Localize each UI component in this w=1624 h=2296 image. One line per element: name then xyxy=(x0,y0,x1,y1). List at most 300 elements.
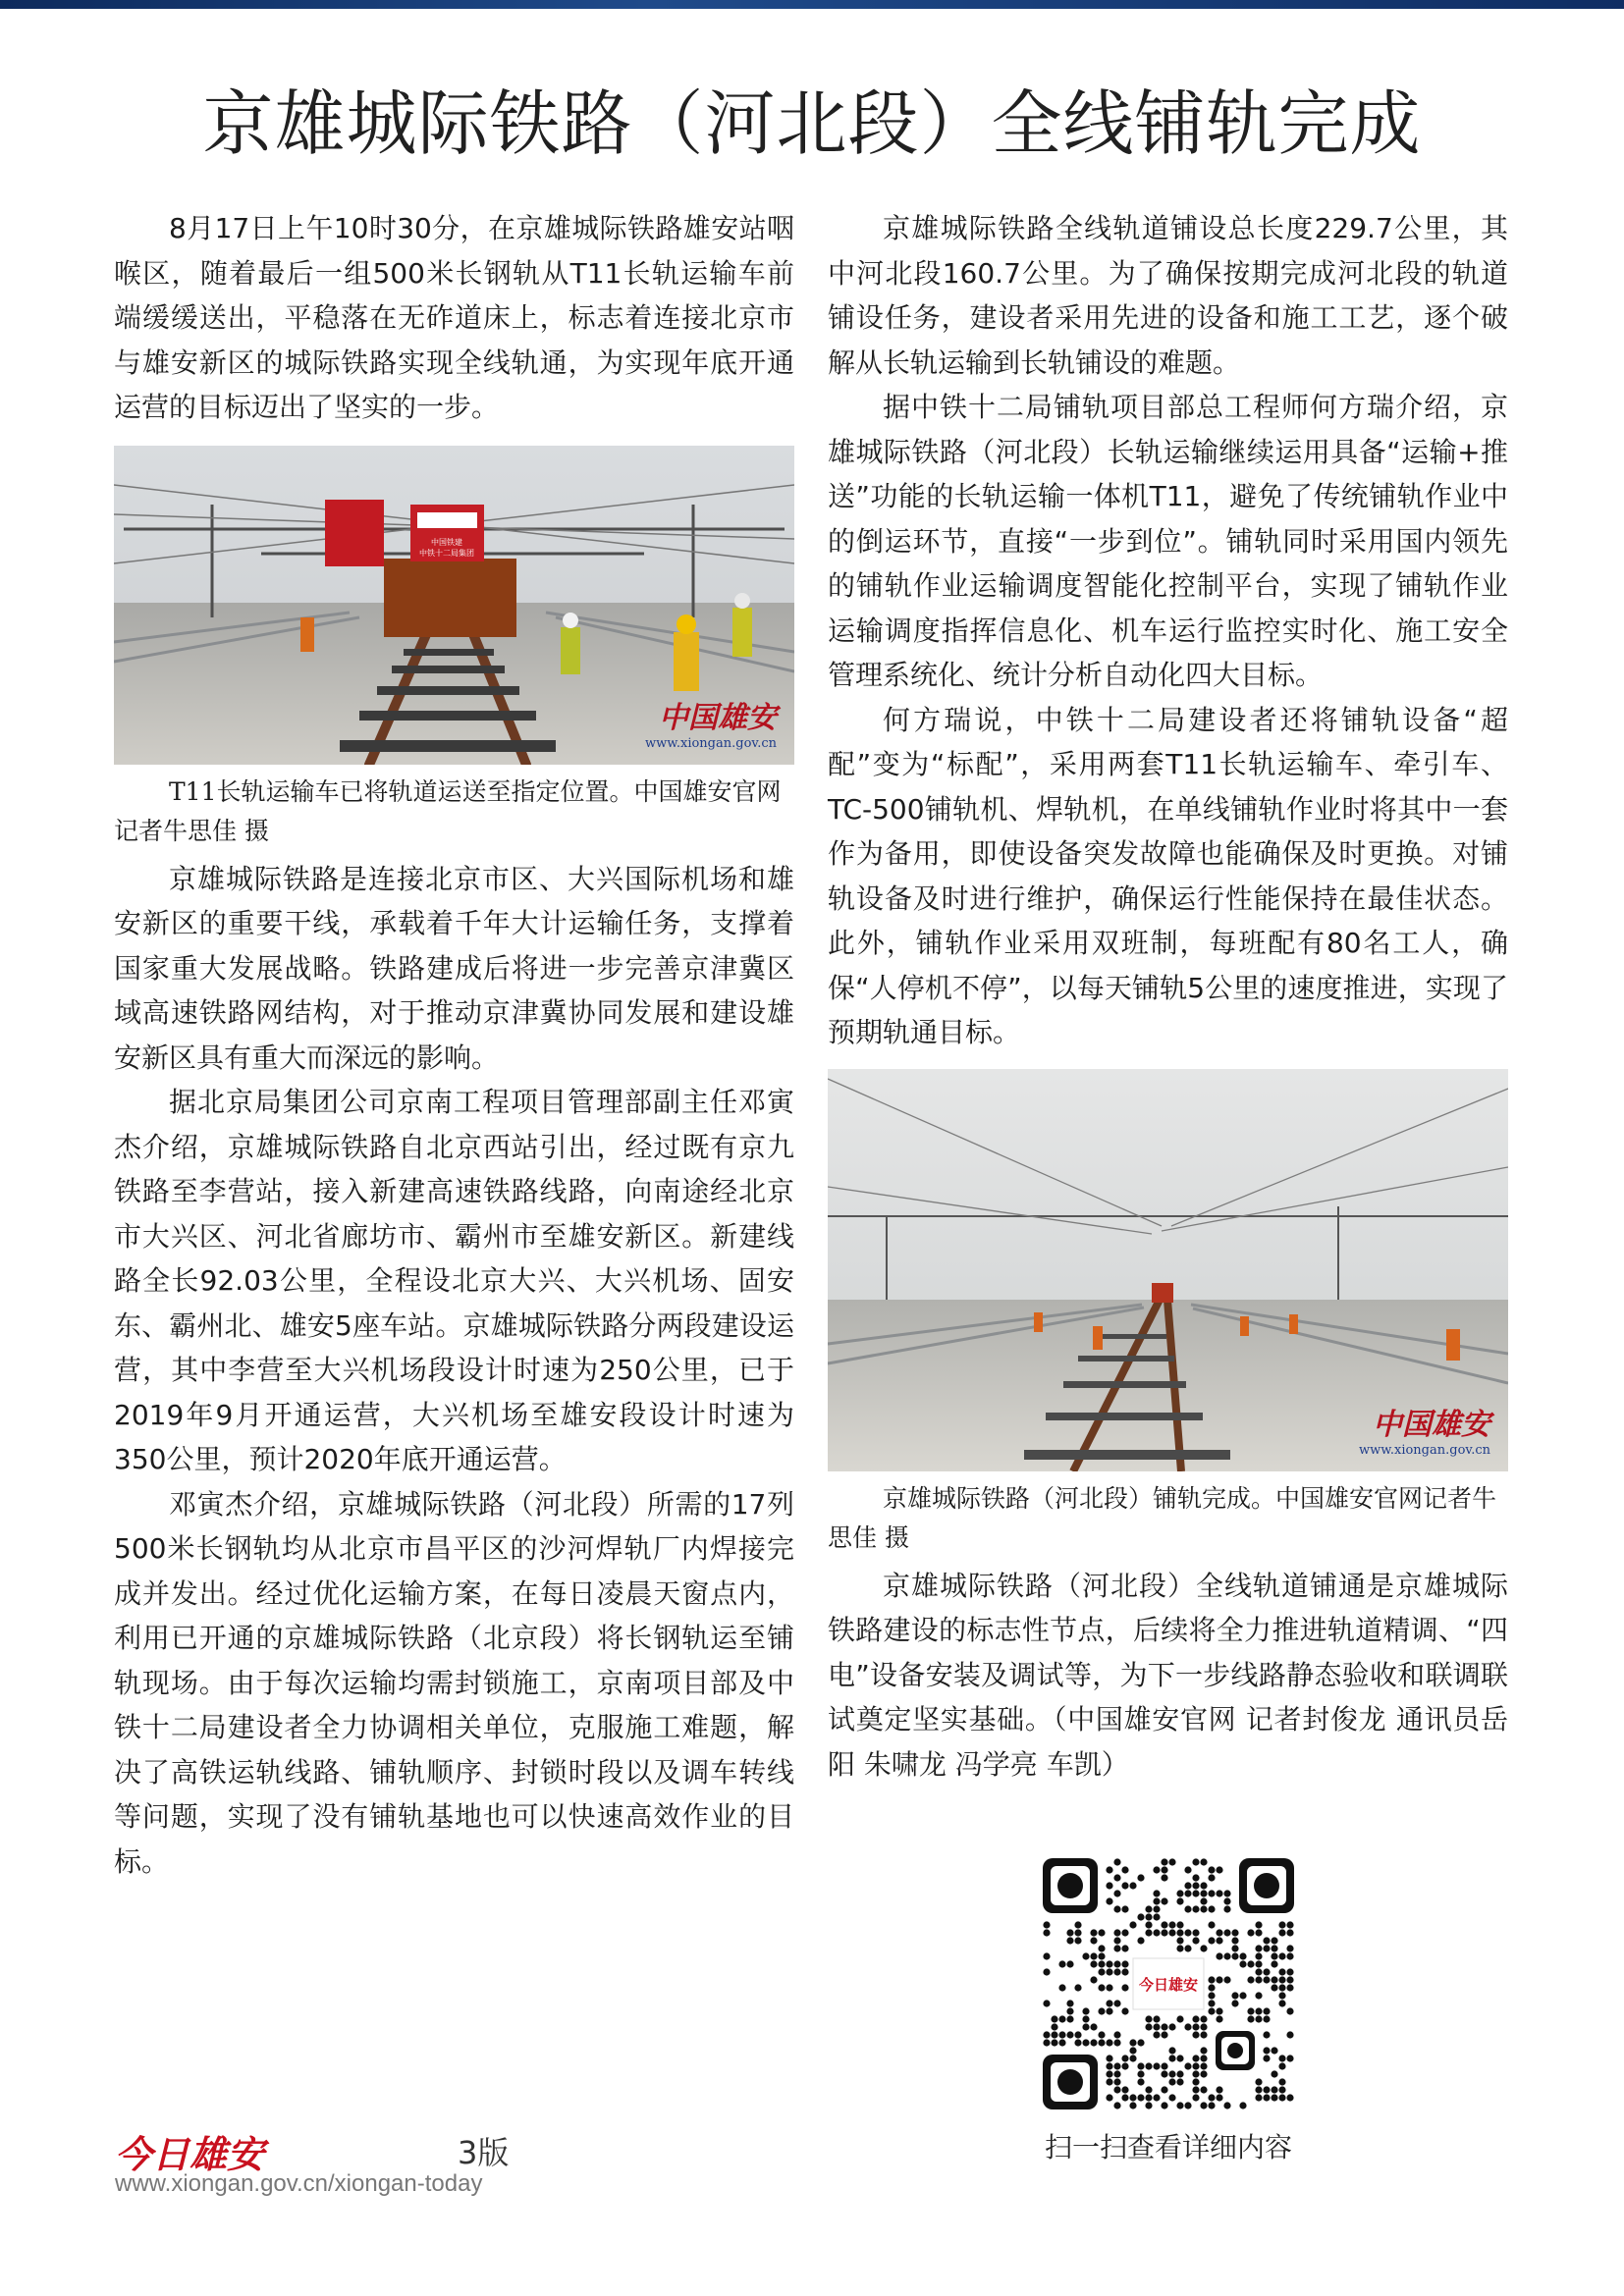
qr-module xyxy=(1129,2039,1136,2046)
qr-module xyxy=(1106,2039,1112,2046)
qr-module xyxy=(1082,2023,1089,2030)
qr-module xyxy=(1200,2086,1207,2093)
qr-module xyxy=(1278,2078,1285,2085)
qr-module xyxy=(1176,1937,1183,1944)
qr-module xyxy=(1216,2094,1222,2101)
qr-module xyxy=(1200,1897,1207,1904)
qr-module xyxy=(1129,2094,1136,2101)
qr-center-label: 今日雄安 xyxy=(1138,1976,1199,1994)
qr-module xyxy=(1247,1929,1254,1936)
qr-module xyxy=(1247,1960,1254,1967)
qr-module xyxy=(1286,1968,1293,1975)
qr-module xyxy=(1058,2039,1065,2046)
qr-module xyxy=(1066,2031,1073,2038)
qr-module xyxy=(1058,2015,1065,2022)
qr-module xyxy=(1168,2078,1175,2085)
qr-module xyxy=(1176,2070,1183,2077)
qr-module xyxy=(1106,2094,1112,2101)
qr-module xyxy=(1145,1921,1152,1928)
qr-module xyxy=(1051,2023,1057,2030)
qr-module xyxy=(1090,1929,1097,1936)
article-title: 京雄城际铁路（河北段）全线铺轨完成 xyxy=(202,82,1422,165)
qr-module xyxy=(1184,2023,1191,2030)
qr-module xyxy=(1161,2031,1167,2038)
qr-module xyxy=(1286,2007,1293,2014)
qr-module xyxy=(1082,2007,1089,2014)
qr-module xyxy=(1106,2078,1112,2085)
qr-module xyxy=(1216,2007,1222,2014)
qr-module xyxy=(1161,1866,1167,1873)
qr-module xyxy=(1192,1874,1199,1881)
qr-module xyxy=(1145,2094,1152,2101)
qr-module xyxy=(1208,1984,1215,1991)
qr-module xyxy=(1223,1952,1230,1959)
qr-module xyxy=(1129,2047,1136,2054)
qr-module xyxy=(1113,1937,1120,1944)
qr-module xyxy=(1278,2086,1285,2093)
qr-module xyxy=(1153,2094,1160,2101)
qr-module xyxy=(1121,2055,1128,2061)
qr-module xyxy=(1145,2086,1152,2093)
qr-module xyxy=(1192,1882,1199,1889)
qr-module xyxy=(1121,1984,1128,1991)
qr-module xyxy=(1255,2086,1262,2093)
paragraph: 京雄城际铁路是连接北京市区、大兴国际机场和雄安新区的重要干线，承载着千年大计运输任务，支撑着国家重大发展战略。铁路建成后将进一步完善京津冀区域高速铁路网结构，对于推动京津冀协同发展和建设雄安新区具有重大而深远的影响。 xyxy=(114,862,794,1074)
qr-module xyxy=(1223,1976,1230,1983)
qr-module xyxy=(1145,2062,1152,2069)
qr-module xyxy=(1255,2094,1262,2101)
qr-module xyxy=(1263,1945,1270,1951)
qr-module xyxy=(1192,2094,1199,2101)
qr-module xyxy=(1286,2094,1293,2101)
qr-module xyxy=(1286,1945,1293,1951)
qr-module xyxy=(1113,1960,1120,1967)
qr-module xyxy=(1113,1945,1120,1951)
qr-module xyxy=(1176,1921,1183,1928)
qr-module xyxy=(1192,2070,1199,2077)
qr-module xyxy=(1161,2023,1167,2030)
qr-module xyxy=(1153,2031,1160,2038)
qr-module xyxy=(1098,2039,1105,2046)
qr-module xyxy=(1121,1960,1128,1967)
photo-caption: T11长轨运输车已将轨道运送至指定位置。中国雄安官网记者牛思佳 摄 xyxy=(114,776,782,845)
qr-module xyxy=(1106,2055,1112,2061)
qr-module xyxy=(1271,1937,1277,1944)
qr-module xyxy=(1176,1890,1183,1896)
qr-module xyxy=(1247,1976,1254,1983)
qr-module xyxy=(1200,2031,1207,2038)
qr-module xyxy=(1113,2000,1120,2006)
qr-module xyxy=(1098,1968,1105,1975)
qr-module xyxy=(1286,1921,1293,1928)
qr-module xyxy=(1278,2000,1285,2006)
qr-module xyxy=(1223,1890,1230,1896)
qr-module xyxy=(1098,1960,1105,1967)
qr-module xyxy=(1278,1976,1285,1983)
qr-module xyxy=(1278,2062,1285,2069)
qr-module xyxy=(1082,2015,1089,2022)
qr-module xyxy=(1145,1905,1152,1912)
qr-module xyxy=(1137,1913,1144,1920)
qr-module xyxy=(1184,1905,1191,1912)
qr-module xyxy=(1168,2047,1175,2054)
qr-module xyxy=(1208,1976,1215,1983)
qr-module xyxy=(1090,1976,1097,1983)
qr-module xyxy=(1113,2062,1120,2069)
qr-module xyxy=(1200,2055,1207,2061)
qr-module xyxy=(1271,1960,1277,1967)
qr-module xyxy=(1231,2000,1238,2006)
qr-module xyxy=(1208,1874,1215,1881)
qr-module xyxy=(1239,1992,1246,1999)
qr-module xyxy=(1176,2055,1183,2061)
qr-module xyxy=(1129,2055,1136,2061)
qr-module xyxy=(1263,2015,1270,2022)
qr-module xyxy=(1098,1984,1105,1991)
qr-module xyxy=(1137,2062,1144,2069)
qr-module xyxy=(1278,1929,1285,1936)
qr-module xyxy=(1192,2078,1199,2085)
qr-module xyxy=(1090,2023,1097,2030)
qr-module xyxy=(1200,2070,1207,2077)
qr-module xyxy=(1216,1976,1222,1983)
qr-module xyxy=(1216,2086,1222,2093)
qr-module xyxy=(1043,1968,1050,1975)
qr-module xyxy=(1176,2015,1183,2022)
qr-module xyxy=(1263,2094,1270,2101)
qr-module xyxy=(1058,2031,1065,2038)
qr-module xyxy=(1074,2039,1081,2046)
qr-module xyxy=(1200,1905,1207,1912)
qr-module xyxy=(1208,1905,1215,1912)
qr-module xyxy=(1216,1937,1222,1944)
qr-module xyxy=(1161,2102,1167,2109)
qr-module xyxy=(1113,1874,1120,1881)
qr-module xyxy=(1216,2015,1222,2022)
qr-module xyxy=(1121,1905,1128,1912)
qr-module xyxy=(1051,2039,1057,2046)
top-accent-bar xyxy=(0,0,1624,9)
paragraph: 8月17日上午10时30分，在京雄城际铁路雄安站咽喉区，随着最后一组500米长钢轨从T11长轨运输车前端缓缓送出，平稳落在无砟道床上，标志着连接北京市与雄安新区的城际铁路实现全线轨通，为实现年底开通运营的目标迈出了坚实的一步。 xyxy=(114,212,794,423)
qr-module xyxy=(1137,1937,1144,1944)
qr-module xyxy=(1074,1937,1081,1944)
qr-module xyxy=(1168,2055,1175,2061)
qr-module xyxy=(1176,2102,1183,2109)
qr-module xyxy=(1098,1945,1105,1951)
qr-module xyxy=(1137,2078,1144,2085)
qr-module xyxy=(1247,2015,1254,2022)
photo-completed-track xyxy=(828,1069,1508,1471)
qr-module xyxy=(1113,2070,1120,2077)
qr-module xyxy=(1168,1921,1175,1928)
right-column xyxy=(828,206,1508,1787)
qr-module xyxy=(1129,1921,1136,1928)
qr-module xyxy=(1043,1952,1050,1959)
qr-module xyxy=(1121,1866,1128,1873)
qr-module xyxy=(1066,2007,1073,2014)
qr-module xyxy=(1066,1937,1073,1944)
qr-caption: 扫一扫查看详细内容 xyxy=(1044,2131,1292,2163)
qr-module xyxy=(1271,1945,1277,1951)
qr-module xyxy=(1216,1866,1222,1873)
paragraph: 据北京局集团公司京南工程项目管理部副主任邓寅杰介绍，京雄城际铁路自北京西站引出，经过既有京九铁路至李营站，接入新建高速铁路线路，向南途经北京市大兴区、河北省廊坊市、霸州市至雄安新区。新建线路全长92.03公里，全程设北京大兴、大兴机场、固安东、霸州北、雄安5座车站。京雄城际铁路分两段建设运营，其中李营至大兴机场段设计时速为250公里，已于2019年9月开通运营，大兴机场至雄安段设计时速为350公里，预计2020年底开通运营。 xyxy=(114,1086,794,1475)
paragraph: 京雄城际铁路全线轨道铺设总长度229.7公里，其中河北段160.7公里。为了确保按期完成河北段的轨道铺设任务，建设者采用先进的设备和施工工艺，逐个破解从长轨运输到长轨铺设的难题。 xyxy=(828,212,1508,379)
qr-module xyxy=(1153,1929,1160,1936)
qr-module xyxy=(1113,2039,1120,2046)
qr-module xyxy=(1192,1858,1199,1865)
qr-module xyxy=(1231,1929,1238,1936)
qr-module xyxy=(1137,2039,1144,2046)
qr-module xyxy=(1121,2062,1128,2069)
qr-module xyxy=(1043,1921,1050,1928)
qr-module xyxy=(1255,2007,1262,2014)
qr-module xyxy=(1263,1968,1270,1975)
qr-module xyxy=(1074,1984,1081,1991)
paragraph: 据中铁十二局铺轨项目部总工程师何方瑞介绍，京雄城际铁路（河北段）长轨运输继续运用具备“运输+推送”功能的长轨运输一体机T11，避免了传统铺轨作业中的倒运环节，直接“一步到位”。铺轨同时采用国内领先的铺轨作业运输调度智能化控制平台，实现了铺轨作业运输调度指挥信息化、机车运行监控实时化、施工安全管理系统化、统计分析自动化四大目标。 xyxy=(828,391,1508,691)
paragraph: 京雄城际铁路（河北段）全线轨道铺通是京雄城际铁路建设的标志性节点，后续将全力推进轨道精调、“四电”设备安装及调试等，为下一步线路静态验收和联调联试奠定坚实基础。（中国雄安官网 记者封俊龙 通讯员岳阳 朱啸龙 冯学亮 车凯） xyxy=(828,1569,1508,1781)
qr-module xyxy=(1058,1960,1065,1967)
paragraph: 何方瑞说，中铁十二局建设者还将铺轨设备“超配”变为“标配”，采用两套T11长轨运输车、牵引车、TC-500铺轨机、焊轨机，在单线铺轨作业时将其中一套作为备用，即使设备突发故障也能确保及时更换。对铺轨设备及时进行维护，确保运行性能保持在最佳状态。此外，铺轨作业采用双班制，每班配有80名工人，确保“人停机不停”，以每天铺轨5公里的速度推进，实现了预期轨通目标。 xyxy=(828,703,1508,1048)
qr-module xyxy=(1286,1929,1293,1936)
qr-module xyxy=(1106,1960,1112,1967)
qr-module xyxy=(1286,1984,1293,1991)
qr-module xyxy=(1255,2078,1262,2085)
qr-module xyxy=(1271,1976,1277,1983)
paragraph: 邓寅杰介绍，京雄城际铁路（河北段）所需的17列500米长钢轨均从北京市昌平区的沙河焊轨厂内焊接完成并发出。经过优化运输方案，在每日凌晨天窗点内，利用已开通的京雄城际铁路（北京段）将长钢轨运至铺轨现场。由于每次运输均需封锁施工，京南项目部及中铁十二局建设者全力协调相关单位，克服施工难题，解决了高铁运轨线路、铺轨顺序、封锁时段以及调车转线等问题，实现了没有铺轨基地也可以快速高效作业的目标。 xyxy=(114,1487,794,1878)
qr-module xyxy=(1074,1929,1081,1936)
qr-module xyxy=(1051,2031,1057,2038)
qr-module xyxy=(1200,2102,1207,2109)
qr-module xyxy=(1192,1929,1199,1936)
qr-module xyxy=(1082,1952,1089,1959)
qr-module xyxy=(1168,2023,1175,2030)
qr-module xyxy=(1153,2015,1160,2022)
qr-module xyxy=(1176,1929,1183,1936)
qr-module xyxy=(1192,2023,1199,2030)
qr-module xyxy=(1184,1929,1191,1936)
qr-module xyxy=(1263,2007,1270,2014)
qr-module xyxy=(1223,1929,1230,1936)
qr-module xyxy=(1271,2070,1277,2077)
qr-module xyxy=(1192,2055,1199,2061)
qr-module xyxy=(1043,2031,1050,2038)
qr-module xyxy=(1106,2007,1112,2014)
qr-module xyxy=(1098,1952,1105,1959)
qr-module xyxy=(1208,1921,1215,1928)
qr-module xyxy=(1200,1882,1207,1889)
qr-module xyxy=(1192,2031,1199,2038)
qr-module xyxy=(1153,1866,1160,1873)
publication-logo: 今日雄安 xyxy=(115,2132,265,2176)
qr-module xyxy=(1255,1921,1262,1928)
qr-module xyxy=(1161,1929,1167,1936)
qr-module xyxy=(1176,2078,1183,2085)
qr-module xyxy=(1176,1945,1183,1951)
qr-module xyxy=(1137,2070,1144,2077)
qr-module xyxy=(1106,2062,1112,2069)
qr-module xyxy=(1113,2102,1120,2109)
qr-module xyxy=(1137,1874,1144,1881)
qr-module xyxy=(1121,1968,1128,1975)
qr-module xyxy=(1184,1945,1191,1951)
qr-module xyxy=(1255,1992,1262,1999)
qr-module xyxy=(1106,1984,1112,1991)
qr-module xyxy=(1043,1929,1050,1936)
website-url: www.xiongan.gov.cn/xiongan-today xyxy=(115,2170,483,2197)
qr-module xyxy=(1286,2055,1293,2061)
qr-module xyxy=(1184,2102,1191,2109)
qr-module xyxy=(1066,1960,1073,1967)
qr-module xyxy=(1278,2094,1285,2101)
qr-module xyxy=(1184,1890,1191,1896)
qr-module xyxy=(1200,2047,1207,2054)
qr-module xyxy=(1090,1937,1097,1944)
qr-module xyxy=(1106,1866,1112,1873)
qr-module xyxy=(1239,2102,1246,2109)
qr-module xyxy=(1231,1952,1238,1959)
qr-module xyxy=(1043,2039,1050,2046)
qr-module xyxy=(1098,2007,1105,2014)
qr-module xyxy=(1192,1937,1199,1944)
qr-module xyxy=(1113,1905,1120,1912)
qr-module xyxy=(1216,1890,1222,1896)
qr-module xyxy=(1090,1952,1097,1959)
qr-module xyxy=(1231,1992,1238,1999)
qr-module xyxy=(1231,1937,1238,1944)
qr-module xyxy=(1161,2070,1167,2077)
qr-module xyxy=(1106,1968,1112,1975)
qr-module xyxy=(1263,1976,1270,1983)
photo-caption: 京雄城际铁路（河北段）铺轨完成。中国雄安官网记者牛思佳 摄 xyxy=(828,1483,1497,1552)
qr-module xyxy=(1263,2047,1270,2054)
qr-module xyxy=(1271,1984,1277,1991)
qr-module xyxy=(1098,2031,1105,2038)
qr-module xyxy=(1192,1890,1199,1896)
qr-module xyxy=(1255,1976,1262,1983)
qr-module xyxy=(1223,2102,1230,2109)
qr-module xyxy=(1176,1897,1183,1904)
qr-module xyxy=(1263,2086,1270,2093)
photo-watermark: 中国雄安 www.xiongan.gov.cn xyxy=(1359,1407,1490,1458)
qr-module xyxy=(1145,1913,1152,1920)
qr-module xyxy=(1066,1929,1073,1936)
photo-track-laying-machine xyxy=(114,446,794,765)
qr-module xyxy=(1106,1882,1112,1889)
qr-module xyxy=(1271,2047,1277,2054)
qr-module xyxy=(1278,1968,1285,1975)
qr-module xyxy=(1286,1976,1293,1983)
qr-module xyxy=(1153,1913,1160,1920)
qr-module xyxy=(1271,2094,1277,2101)
left-column xyxy=(114,206,794,1884)
qr-module xyxy=(1263,1937,1270,1944)
qr-module xyxy=(1184,1882,1191,1889)
qr-module xyxy=(1278,1952,1285,1959)
qr-module xyxy=(1113,1858,1120,1865)
qr-module xyxy=(1113,2031,1120,2038)
qr-module xyxy=(1058,1984,1065,1991)
qr-module xyxy=(1121,2086,1128,2093)
qr-module xyxy=(1208,1890,1215,1896)
qr-module xyxy=(1286,1952,1293,1959)
qr-module xyxy=(1161,2062,1167,2069)
qr-module xyxy=(1263,2031,1270,2038)
qr-module xyxy=(1129,2102,1136,2109)
qr-module xyxy=(1216,1952,1222,1959)
qr-module xyxy=(1121,2094,1128,2101)
qr-module xyxy=(1208,1937,1215,1944)
qr-module xyxy=(1082,2039,1089,2046)
qr-module xyxy=(1271,2086,1277,2093)
qr-module xyxy=(1247,2007,1254,2014)
qr-module xyxy=(1161,2086,1167,2093)
qr-module xyxy=(1184,1866,1191,1873)
qr-module xyxy=(1200,2023,1207,2030)
qr-module xyxy=(1208,1866,1215,1873)
qr-module xyxy=(1121,1882,1128,1889)
qr-module xyxy=(1168,2070,1175,2077)
qr-module xyxy=(1255,1968,1262,1975)
qr-module xyxy=(1200,1890,1207,1896)
qr-module xyxy=(1278,2055,1285,2061)
qr-module xyxy=(1145,2102,1152,2109)
qr-module xyxy=(1255,1945,1262,1951)
qr-module xyxy=(1168,1858,1175,1865)
qr-module xyxy=(1192,2062,1199,2069)
qr-module xyxy=(1113,2078,1120,2085)
qr-module xyxy=(1223,1905,1230,1912)
qr-module xyxy=(1153,1897,1160,1904)
photo-watermark: 中国雄安 www.xiongan.gov.cn xyxy=(645,700,777,751)
qr-module xyxy=(1200,1945,1207,1951)
svg-text:中国铁建: 中国铁建 xyxy=(431,537,462,547)
qr-module xyxy=(1278,1921,1285,1928)
qr-module xyxy=(1066,2000,1073,2006)
qr-module xyxy=(1184,2062,1191,2069)
qr-module xyxy=(1113,1890,1120,1896)
qr-module xyxy=(1153,2062,1160,2069)
qr-module xyxy=(1271,1952,1277,1959)
qr-module xyxy=(1098,1929,1105,1936)
qr-module xyxy=(1192,2015,1199,2022)
qr-module xyxy=(1255,1952,1262,1959)
qr-module xyxy=(1200,1858,1207,1865)
qr-module xyxy=(1208,2000,1215,2006)
qr-code[interactable] xyxy=(1043,1858,1294,2109)
qr-module xyxy=(1231,1945,1238,1951)
qr-module xyxy=(1200,2062,1207,2069)
qr-module xyxy=(1074,2031,1081,2038)
qr-module xyxy=(1216,1929,1222,1936)
qr-module xyxy=(1223,1897,1230,1904)
qr-module xyxy=(1137,2094,1144,2101)
qr-module xyxy=(1074,1921,1081,1928)
qr-module xyxy=(1043,2000,1050,2006)
qr-module xyxy=(1192,2086,1199,2093)
svg-text:中铁十二局集团: 中铁十二局集团 xyxy=(419,548,474,558)
qr-module xyxy=(1106,2000,1112,2006)
qr-module xyxy=(1192,1905,1199,1912)
qr-module xyxy=(1286,2031,1293,2038)
qr-module xyxy=(1113,1929,1120,1936)
qr-module xyxy=(1090,2039,1097,2046)
qr-module xyxy=(1121,1929,1128,1936)
qr-module xyxy=(1161,1921,1167,1928)
qr-module xyxy=(1161,1874,1167,1881)
qr-module xyxy=(1066,2015,1073,2022)
qr-module xyxy=(1239,1960,1246,1967)
qr-module xyxy=(1255,1960,1262,1967)
